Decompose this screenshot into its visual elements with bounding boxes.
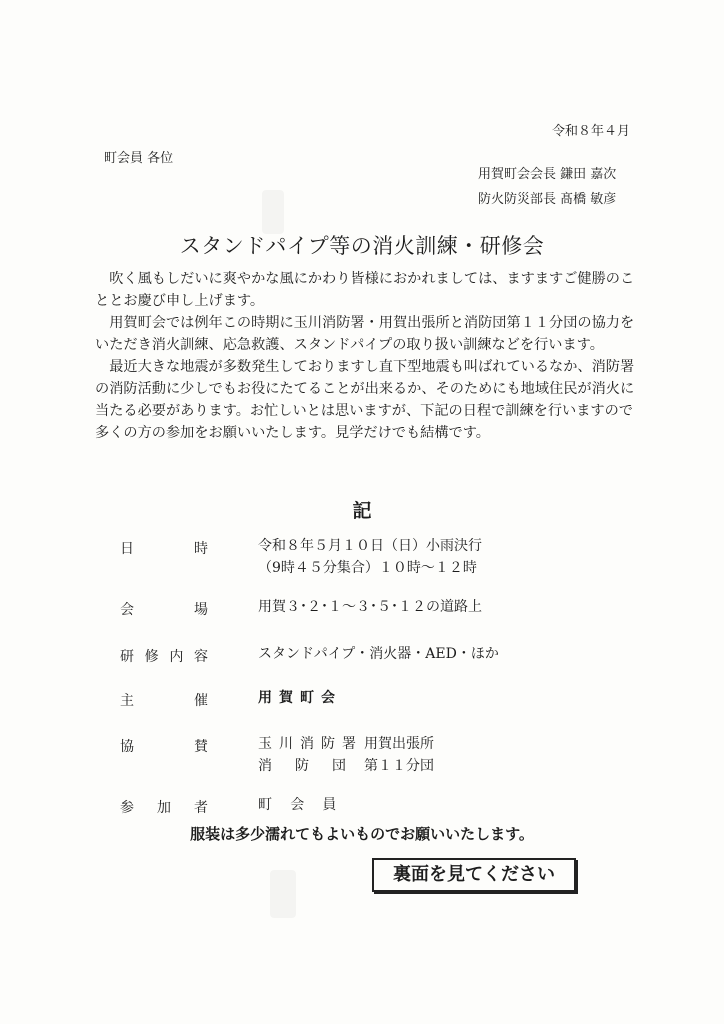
support-fire-corps: 消防団: [258, 758, 346, 774]
support-line2: [258, 755, 434, 777]
addressee: 町会員 各位: [104, 151, 174, 166]
value-support: [258, 733, 434, 777]
see-back-box: 裏面を見てください: [372, 858, 576, 892]
body-paragraph-training: 用賀町会では例年この時期に玉川消防署・用賀出張所と消防団第１１分団の協力をいただき消火訓練、応急救護、スタンドパイプの取り扱い訓練などを行います。: [95, 315, 635, 353]
label-venue: 会場: [120, 602, 208, 618]
datetime-line2: （9時４５分集合）１０時～１２時: [258, 560, 477, 576]
sender-department-head: 防火防災部長 髙橋 敏彦: [478, 192, 617, 207]
document-date: 令和８年４月: [551, 124, 630, 139]
value-datetime: [258, 535, 482, 579]
support-division: 第１１分団: [364, 758, 434, 774]
support-branch-office: 用賀出張所: [364, 736, 434, 752]
value-organizer: 用賀町会: [258, 690, 342, 706]
datetime-line1: 令和８年５月１０日（日）小雨決行: [258, 538, 482, 554]
value-content: スタンドパイプ・消火器・AED・ほか: [258, 646, 499, 662]
value-participants: 町会員: [258, 797, 355, 813]
label-content: 研修内容: [120, 649, 208, 665]
sender-block: [432, 162, 632, 212]
label-participants: 参加者: [120, 800, 208, 816]
scan-smudge: [270, 870, 296, 918]
body-paragraph-greeting: 吹く風もしだいに爽やかな風にかわり皆様におかれましては、ますますご健勝のこととお慶び申し上げます。: [95, 271, 635, 309]
scan-smudge: [262, 190, 284, 234]
body-text: [95, 268, 643, 444]
sender-chairman: 用賀町会会長 鎌田 嘉次: [478, 167, 617, 182]
support-fire-station: 玉川消防署: [258, 736, 363, 752]
label-support: 協賛: [120, 739, 208, 755]
document-title: スタンドパイプ等の消火訓練・研修会: [179, 234, 545, 258]
label-datetime: 日時: [120, 541, 208, 557]
dress-note: 服装は多少濡れてもよいものでお願いいたします。: [190, 825, 534, 843]
body-paragraph-request: 最近大きな地震が多数発生しておりますし直下型地震も叫ばれているなか、消防署の消防活動に少しでもお役にたてることが出来るか、そのためにも地域住民が消火に当たる必要があります。お忙しいとは思いますが、下記の日程で訓練を行いますので多くの方の参加をお願いいたします。見学だけでも結構です。: [95, 359, 635, 441]
label-organizer: 主催: [120, 693, 208, 709]
value-venue: 用賀３･２･１～３･５･１２の道路上: [258, 599, 482, 615]
support-line1: [258, 733, 434, 755]
ki-heading: 記: [352, 500, 372, 522]
